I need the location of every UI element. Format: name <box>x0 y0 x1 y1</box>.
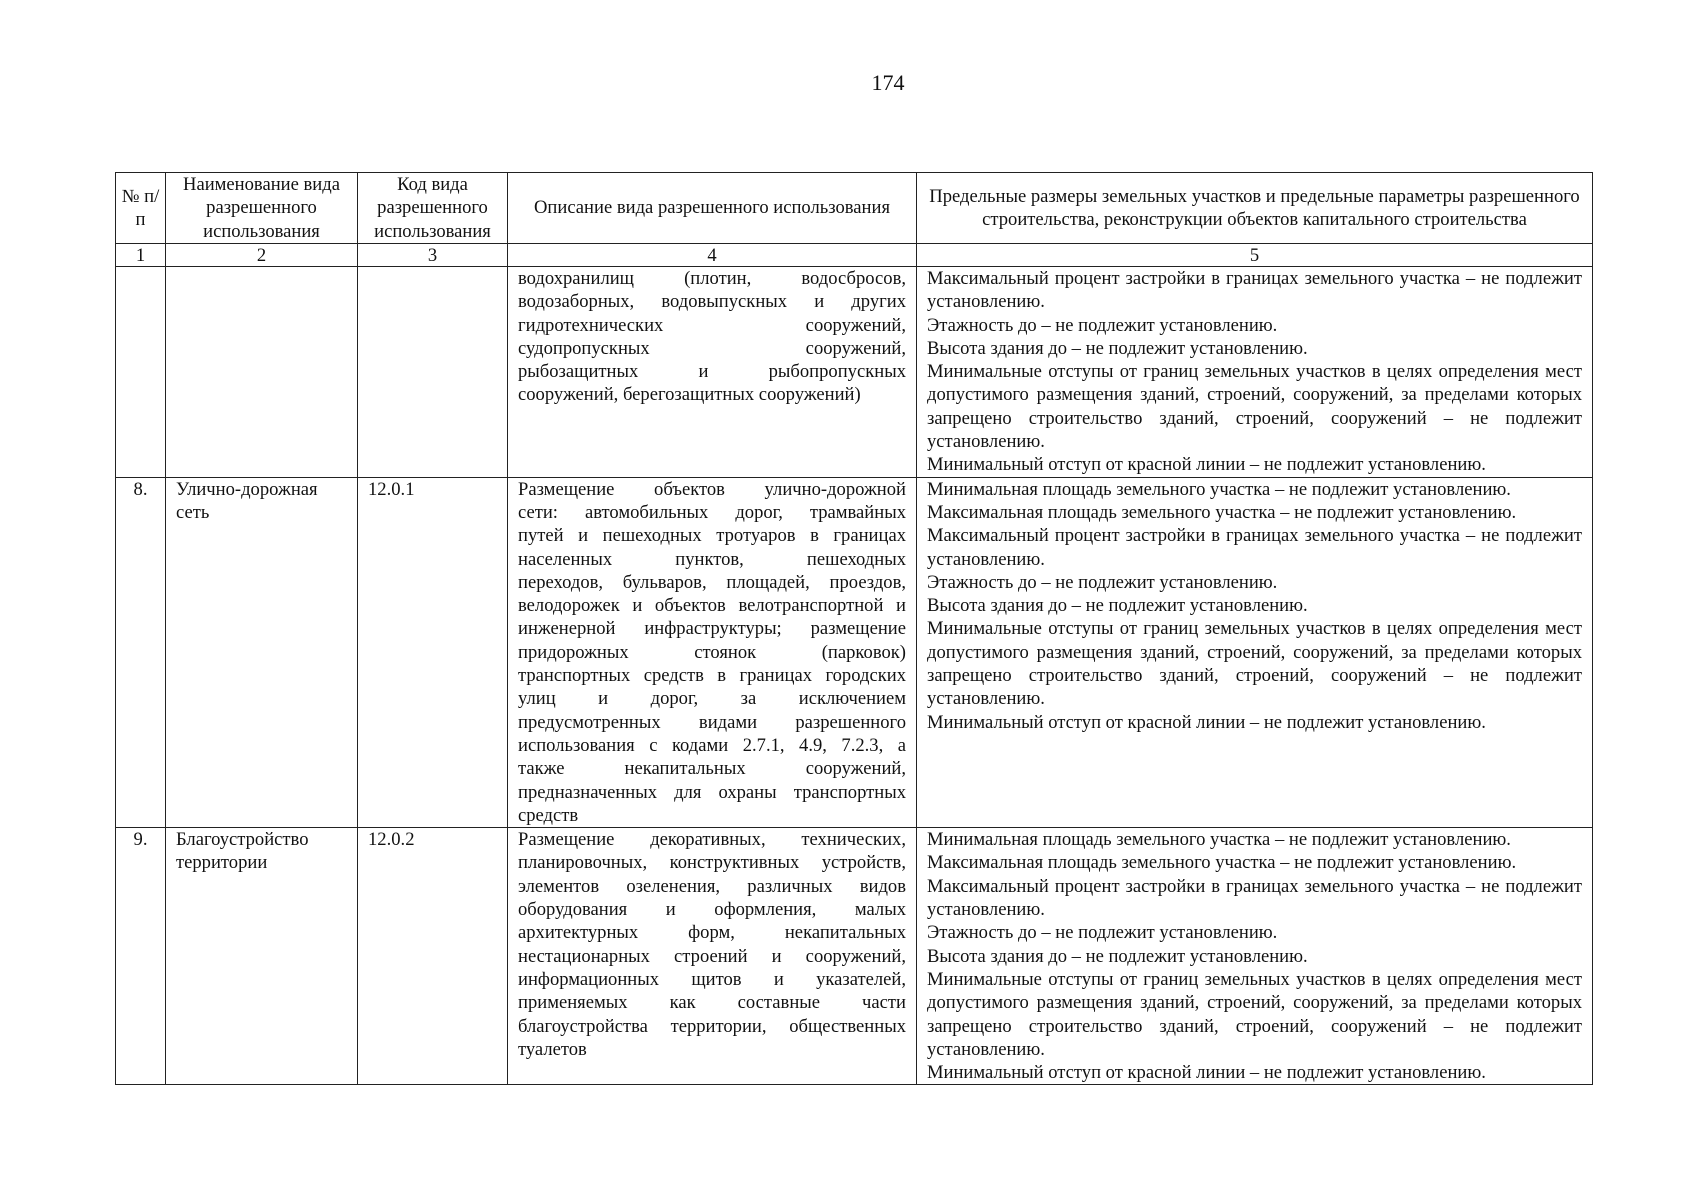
table-row <box>116 828 1593 1085</box>
description-line: улиц и дорог, за исключением <box>518 688 906 710</box>
description-line: водозаборных, водовыпускных и других <box>518 291 906 313</box>
use-code <box>358 267 508 478</box>
description-line: предназначенных для охраны транспортных <box>518 781 906 803</box>
column-number: 4 <box>508 244 917 267</box>
row-number: 9. <box>116 828 166 1085</box>
header-number: № п/п <box>116 173 166 244</box>
description-line: рыбозащитных и рыбопропускных <box>518 361 906 383</box>
header-description: Описание вида разрешенного использования <box>508 173 917 244</box>
parameter-item: Этажность до – не подлежит установлению. <box>927 922 1278 944</box>
parameter-item: Этажность до – не подлежит установлению. <box>927 571 1278 593</box>
column-number: 2 <box>166 244 358 267</box>
parameter-item: Этажность до – не подлежит установлению. <box>927 314 1278 336</box>
description-line: придорожных стоянок (парковок) <box>518 641 906 663</box>
use-code: 12.0.1 <box>358 477 508 827</box>
header-parameters: Предельные размеры земельных участков и предельные параметры разрешенного строительства, реконструкции объектов капитального строительства <box>917 173 1593 244</box>
use-parameters <box>917 477 1593 827</box>
parameter-item: Максимальная площадь земельного участка – не подлежит установлению. <box>927 852 1517 874</box>
table-row <box>116 267 1593 478</box>
parameter-item: Минимальная площадь земельного участка – не подлежит установлению. <box>927 829 1511 851</box>
description-line: сети: автомобильных дорог, трамвайных <box>518 501 906 523</box>
description-line: Размещение декоративных, технических, <box>518 829 906 851</box>
description-line: судопропускных сооружений, <box>518 337 906 359</box>
description-line: также некапитальных сооружений, <box>518 758 906 780</box>
parameter-item: Минимальные отступы от границ земельных участков в целях определения мест допустимого размещения зданий, строений, сооружений, за пределами которых запрещено строительство зданий, строений, сооружений – не подлежит установлению. <box>927 968 1582 1060</box>
header-code: Код вида разрешенного использования <box>358 173 508 244</box>
description-line: применяемых как составные части <box>518 992 906 1014</box>
row-number <box>116 267 166 478</box>
description-line: планировочных, конструктивных устройств, <box>518 852 906 874</box>
description-line: водохранилищ (плотин, водосбросов, <box>518 268 906 289</box>
parameter-item: Минимальные отступы от границ земельных участков в целях определения мест допустимого размещения зданий, строений, сооружений, за пределами которых запрещено строительство зданий, строений, сооружений – не подлежит установлению. <box>927 618 1582 710</box>
parameter-item: Минимальная площадь земельного участка – не подлежит установлению. <box>927 478 1511 500</box>
parameter-item: Минимальный отступ от красной линии – не подлежит установлению. <box>927 711 1486 733</box>
description-line: транспортных средств в границах городских <box>518 665 906 687</box>
description-line: туалетов <box>518 1038 587 1060</box>
use-name <box>166 267 358 478</box>
use-description <box>508 267 917 478</box>
description-line: информационных щитов и указателей, <box>518 968 906 990</box>
description-line: гидротехнических сооружений, <box>518 314 906 336</box>
land-use-table <box>115 172 1593 1085</box>
use-name: Улично-дорожная сеть <box>166 477 358 827</box>
description-line: сооружений, берегозащитных сооружений) <box>518 384 861 406</box>
use-name: Благоустройство территории <box>166 828 358 1085</box>
parameter-item: Максимальная площадь земельного участка – не подлежит установлению. <box>927 501 1517 523</box>
column-number: 5 <box>917 244 1593 267</box>
description-line: элементов озеленения, различных видов <box>518 875 906 897</box>
parameter-item: Высота здания до – не подлежит установлению. <box>927 337 1308 359</box>
header-name: Наименование вида разрешенного использования <box>166 173 358 244</box>
description-line: населенных пунктов, пешеходных <box>518 548 906 570</box>
description-line: использования с кодами 2.7.1, 4.9, 7.2.3, а <box>518 734 906 756</box>
table-row <box>116 477 1593 827</box>
use-parameters <box>917 828 1593 1085</box>
description-line: архитектурных форм, некапитальных <box>518 922 906 944</box>
use-description <box>508 477 917 827</box>
description-line: оборудования и оформления, малых <box>518 899 906 921</box>
description-line: нестационарных строений и сооружений, <box>518 945 906 967</box>
use-code: 12.0.2 <box>358 828 508 1085</box>
description-line: инженерной инфраструктуры; размещение <box>518 618 906 640</box>
description-line: средств <box>518 804 579 826</box>
parameter-item: Максимальный процент застройки в границах земельного участка – не подлежит установлению. <box>927 875 1582 921</box>
description-line: Размещение объектов улично-дорожной <box>518 478 906 500</box>
column-number-row <box>116 244 1593 267</box>
parameter-item: Максимальный процент застройки в границах земельного участка – не подлежит установлению. <box>927 525 1582 570</box>
parameter-item: Минимальный отступ от красной линии – не подлежит установлению. <box>927 454 1486 476</box>
use-description <box>508 828 917 1085</box>
parameter-item: Высота здания до – не подлежит установлению. <box>927 945 1308 967</box>
description-line: путей и пешеходных тротуаров в границах <box>518 525 906 547</box>
parameter-item: Минимальные отступы от границ земельных участков в целях определения мест допустимого размещения зданий, строений, сооружений, за пределами которых запрещено строительство зданий, строений, сооружений – не подлежит установлению. <box>927 361 1582 453</box>
description-line: велодорожек и объектов велотранспортной и <box>518 595 906 617</box>
column-number: 1 <box>116 244 166 267</box>
parameter-item: Минимальный отступ от красной линии – не подлежит установлению. <box>927 1062 1486 1084</box>
page-number: 174 <box>871 70 905 95</box>
use-parameters <box>917 267 1593 478</box>
description-line: предусмотренных видами разрешенного <box>518 711 906 733</box>
table-header-row <box>116 173 1593 244</box>
description-line: переходов, бульваров, площадей, проездов, <box>518 571 906 593</box>
description-line: благоустройства территории, общественных <box>518 1015 906 1037</box>
parameter-item: Максимальный процент застройки в границах земельного участка – не подлежит установлению. <box>927 268 1582 313</box>
parameter-item: Высота здания до – не подлежит установлению. <box>927 595 1308 617</box>
table-body <box>116 267 1593 1085</box>
row-number: 8. <box>116 477 166 827</box>
column-number: 3 <box>358 244 508 267</box>
